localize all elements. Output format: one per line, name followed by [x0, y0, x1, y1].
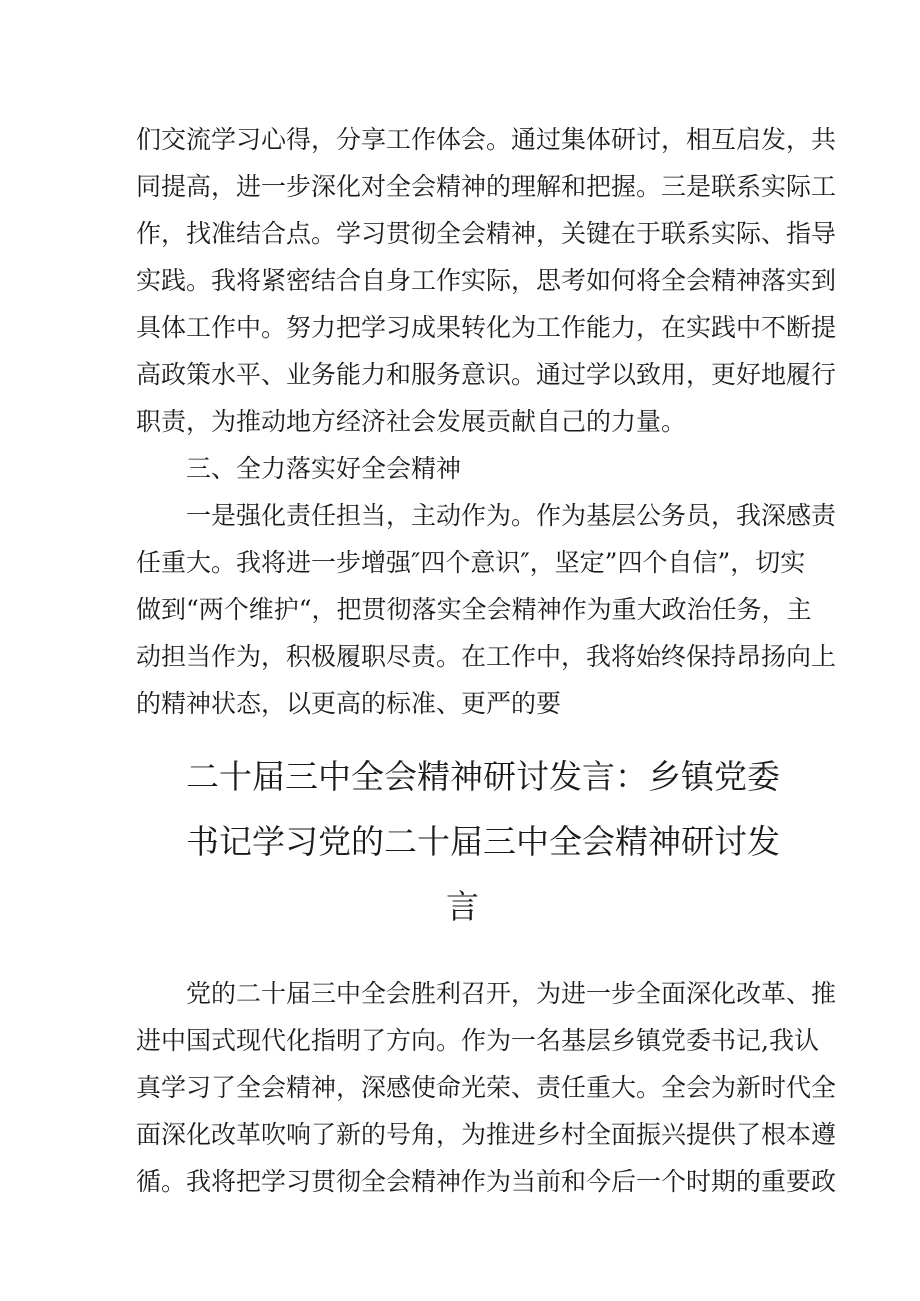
paragraph-line: 进中国式现代化指明了方向。作为一名基层乡镇党委书记,我认: [136, 1026, 819, 1055]
paragraph-line: 职责，为推动地方经济社会发展贡献自己的力量。: [136, 407, 687, 436]
paragraph-line: 做到“两个维护“，把贯彻落实全会精神作为重大政治任务，主: [136, 595, 812, 624]
paragraph-line: 任重大。我将进一步增强″四个意识″，坚定”四个自信”，切实: [136, 548, 806, 577]
paragraph-line: 作，找准结合点。学习贯彻全会精神，关键在于联系实际、指导: [136, 219, 837, 248]
paragraph-line: 同提高，进一步深化对全会精神的理解和把握。三是联系实际工: [136, 172, 837, 201]
paragraph-line: 面深化改革吹响了新的号角，为推进乡村全面振兴提供了根本遵: [136, 1120, 837, 1149]
paragraph-line: 具体工作中。努力把学习成果转化为工作能力，在实践中不断提: [136, 313, 837, 342]
paragraph-line: 动担当作为，积极履职尽责。在工作中，我将始终保持昂扬向上: [136, 642, 837, 671]
paragraph-line: 高政策水平、业务能力和服务意识。通过学以致用，更好地履行: [136, 360, 837, 389]
article-title-line: 书记学习党的二十届三中全会精神研讨发: [186, 822, 780, 861]
paragraph-line: 实践。我将紧密结合自身工作实际，思考如何将全会精神落实到: [136, 266, 837, 295]
paragraph-line: 的精神状态，以更高的标准、更严的要: [136, 689, 562, 718]
section-heading: 三、全力落实好全会精神: [186, 454, 462, 483]
article-title-line: 言: [446, 887, 479, 926]
paragraph-line: 循。我将把学习贯彻全会精神作为当前和今后一个时期的重要政: [136, 1167, 837, 1196]
paragraph-line: 党的二十届三中全会胜利召开，为进一步全面深化改革、推: [186, 979, 837, 1008]
paragraph-line: 们交流学习心得，分享工作体会。通过集体研讨，相互启发，共: [136, 125, 837, 154]
paragraph-line: 真学习了全会精神，深感使命光荣、责任重大。全会为新时代全: [136, 1073, 837, 1102]
article-title-line: 二十届三中全会精神研讨发言：乡镇党委: [186, 757, 780, 796]
paragraph-line: 一是强化责任担当，主动作为。作为基层公务员，我深感责: [186, 501, 837, 530]
